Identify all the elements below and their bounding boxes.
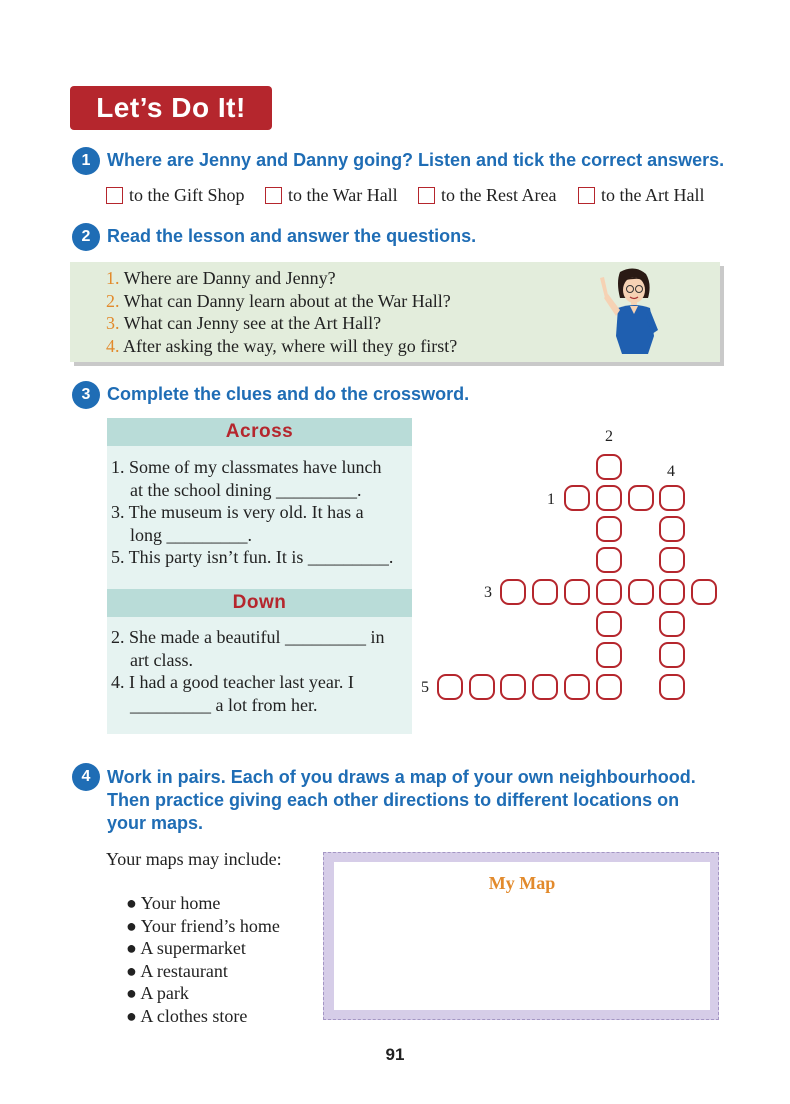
clue-line: 1. Some of my classmates have lunch (111, 457, 382, 477)
question-item (106, 335, 457, 358)
question-number: 2. (106, 290, 120, 311)
list-item-text: A restaurant (140, 960, 228, 981)
crossword-cell[interactable] (691, 579, 717, 605)
list-item: ● Your friend’s home (126, 915, 280, 936)
crossword-cell[interactable] (659, 547, 685, 573)
question-text: What can Jenny see at the Art Hall? (123, 313, 382, 333)
checkbox[interactable] (265, 187, 282, 204)
crossword-cell[interactable] (659, 674, 685, 700)
clue-line: 2. She made a beautiful _________ in (111, 627, 385, 647)
map-title: My Map (488, 873, 556, 893)
clue-line: art class. (130, 649, 193, 670)
crossword-cell[interactable] (596, 454, 622, 480)
clue-line: 3. The museum is very old. It has a (111, 502, 364, 522)
crossword-cell[interactable] (500, 579, 526, 605)
across-title: Across (107, 418, 412, 446)
clue-line: 4. I had a good teacher last year. I (111, 672, 354, 692)
questions-list (106, 267, 457, 357)
crossword-cell[interactable] (469, 674, 495, 700)
question-item (106, 312, 457, 335)
heading-line: Then practice giving each other directions to different locations on (107, 790, 680, 810)
question-text: After asking the way, where will they go first? (123, 335, 458, 356)
list-item: ● A restaurant (126, 960, 228, 981)
list-item: ● Your home (126, 893, 221, 913)
crossword-cell[interactable] (596, 674, 622, 700)
list-item: ● A clothes store (126, 1005, 248, 1026)
option-rest-area[interactable] (418, 185, 556, 206)
section-1-heading: Where are Jenny and Danny going? Listen and tick the correct answers. (107, 150, 725, 170)
crossword-cell[interactable] (532, 579, 558, 605)
lets-do-it-banner: Let’s Do It! (70, 86, 272, 130)
clue-line: _________ a lot from her. (130, 694, 318, 715)
map-items-list (126, 892, 280, 1027)
crossword-cell[interactable] (628, 579, 654, 605)
section-3-heading: Complete the clues and do the crossword. (107, 384, 470, 404)
list-item-text: A supermarket (140, 938, 246, 958)
crossword-cell[interactable] (596, 642, 622, 668)
down-clues (111, 626, 411, 716)
crossword-cell[interactable] (596, 611, 622, 637)
list-item-text: Your friend’s home (140, 915, 280, 936)
crossword-cell[interactable] (659, 485, 685, 511)
checkbox[interactable] (106, 187, 123, 204)
list-item-text: A clothes store (140, 1005, 248, 1026)
crossword-cell[interactable] (500, 674, 526, 700)
crossword-cell[interactable] (564, 674, 590, 700)
section-2-number: 2 (72, 223, 100, 251)
question-text: Where are Danny and Jenny? (123, 268, 336, 288)
option-gift-shop[interactable] (106, 185, 245, 206)
option-label: to the War Hall (288, 185, 398, 205)
crossword-cell[interactable] (437, 674, 463, 700)
crossword-number-1: 1 (547, 491, 555, 508)
question-number: 1. (106, 268, 120, 288)
question-text: What can Danny learn about at the War Hall? (123, 290, 451, 311)
crossword-cell[interactable] (596, 547, 622, 573)
option-label: to the Art Hall (601, 185, 705, 205)
crossword-cell[interactable] (659, 579, 685, 605)
section-4-heading (107, 766, 696, 835)
checkbox[interactable] (418, 187, 435, 204)
crossword-cell[interactable] (564, 579, 590, 605)
crossword-number-5: 5 (421, 679, 429, 696)
list-item-text: Your home (140, 893, 221, 913)
crossword-number-2: 2 (605, 428, 613, 445)
section-4-number: 4 (72, 763, 100, 791)
crossword-cell[interactable] (596, 516, 622, 542)
crossword-cell[interactable] (532, 674, 558, 700)
question-item (106, 290, 457, 313)
crossword-cell[interactable] (596, 579, 622, 605)
question-item (106, 267, 457, 290)
heading-line: your maps. (107, 813, 204, 833)
question-number: 3. (106, 313, 120, 333)
across-clues (111, 456, 411, 569)
question-number: 4. (106, 335, 120, 356)
heading-line: Work in pairs. Each of you draws a map of your own neighbourhood. (107, 767, 696, 787)
page-number: 91 (385, 1045, 405, 1064)
list-item-text: A park (140, 983, 189, 1003)
crossword-cell[interactable] (659, 611, 685, 637)
crossword-cell[interactable] (596, 485, 622, 511)
clue-line: 5. This party isn’t fun. It is _________. (111, 547, 394, 567)
section-3-number: 3 (72, 381, 100, 409)
crossword-cell[interactable] (659, 642, 685, 668)
crossword-cell[interactable] (659, 516, 685, 542)
section-2-heading: Read the lesson and answer the questions. (107, 226, 477, 246)
option-war-hall[interactable] (265, 185, 398, 206)
crossword-number-3: 3 (484, 584, 492, 601)
option-label: to the Rest Area (441, 185, 557, 205)
jenny-illustration (590, 264, 666, 356)
down-title: Down (107, 589, 412, 617)
crossword-cell[interactable] (628, 485, 654, 511)
list-item: ● A supermarket (126, 938, 246, 958)
clue-line: long _________. (130, 524, 253, 545)
crossword-cell[interactable] (564, 485, 590, 511)
option-label: to the Gift Shop (129, 185, 245, 205)
checkbox[interactable] (578, 187, 595, 204)
crossword-number-4: 4 (667, 463, 675, 480)
list-item: ● A park (126, 983, 189, 1003)
option-art-hall[interactable] (578, 185, 704, 206)
clue-line: at the school dining _________. (130, 479, 362, 500)
maps-intro: Your maps may include: (106, 849, 282, 869)
section-1-number: 1 (72, 147, 100, 175)
